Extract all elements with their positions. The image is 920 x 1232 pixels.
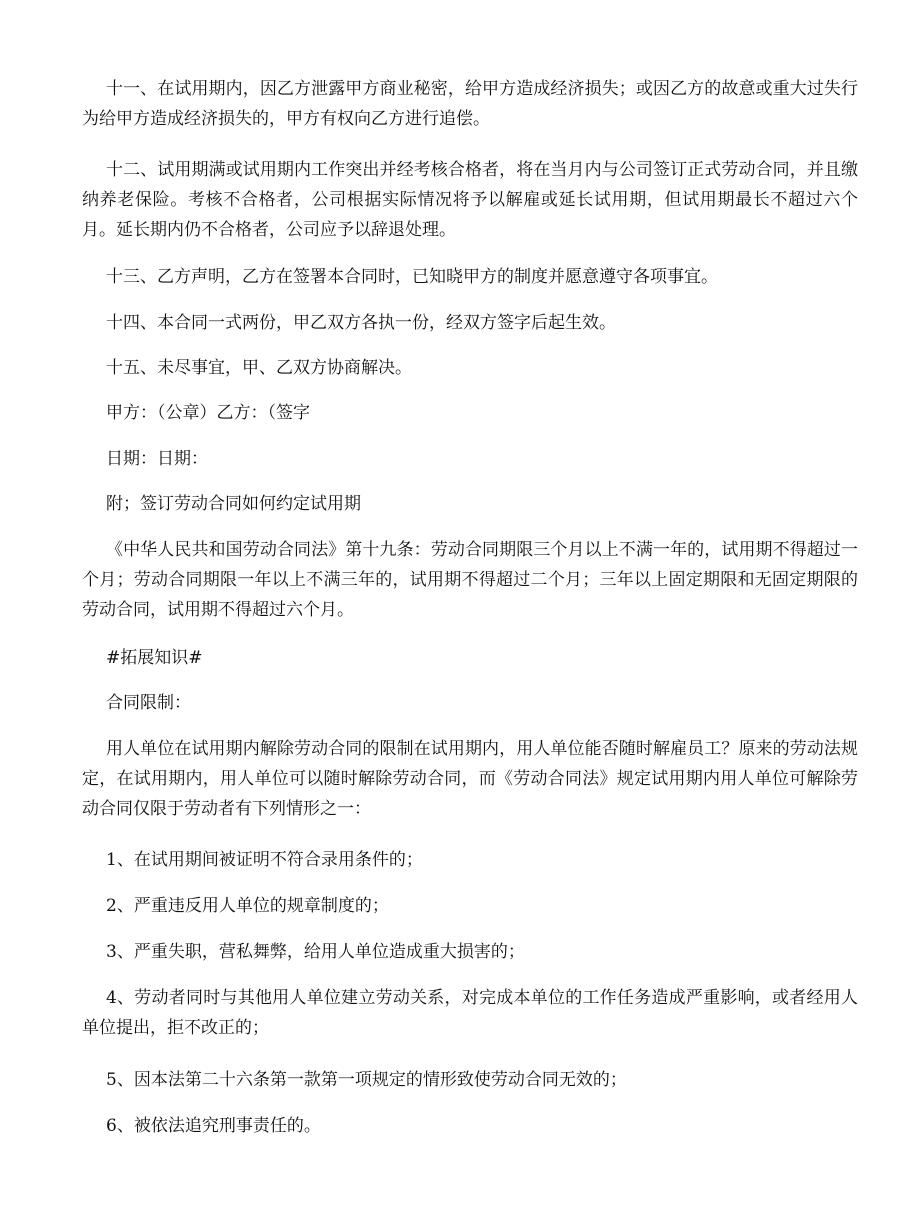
- law-article-19: 《中华人民共和国劳动合同法》第十九条：劳动合同期限三个月以上不满一年的，试用期不得超过一个月；劳动合同期限一年以上不满三年的，试用期不得超过二个月；三年以上固定期限和无固定期限的劳动合同，试用期不得超过六个月。: [82, 540, 858, 620]
- clause-14: 十四、本合同一式两份，甲乙双方各执一份，经双方签字后起生效。: [106, 313, 616, 333]
- list-item-2: 2、严重违反用人单位的规章制度的；: [106, 896, 389, 916]
- list-item-3: 3、严重失职，营私舞弊，给用人单位造成重大损害的；: [106, 942, 525, 962]
- list-item-6: 6、被依法追究刑事责任的。: [106, 1116, 321, 1136]
- clause-11: 十一、在试用期内，因乙方泄露甲方商业秘密，给甲方造成经济损失；或因乙方的故意或重大过失行为给甲方造成经济损失的，甲方有权向乙方进行追偿。: [82, 79, 858, 129]
- list-item-1: 1、在试用期间被证明不符合录用条件的；: [106, 850, 423, 870]
- list-item-4: 4、劳动者同时与其他用人单位建立劳动关系，对完成本单位的工作任务造成严重影响，或者经用人单位提出，拒不改正的；: [82, 988, 858, 1038]
- clause-13: 十三、乙方声明，乙方在签署本合同时，已知晓甲方的制度并愿意遵守各项事宜。: [106, 267, 718, 287]
- signature-line: 甲方：（公章）乙方：（签字: [106, 403, 310, 423]
- clause-15: 十五、未尽事宜，甲、乙双方协商解决。: [106, 358, 412, 378]
- date-line: 日期：日期：: [106, 449, 208, 469]
- extended-knowledge-heading: #拓展知识#: [106, 648, 203, 668]
- appendix-title: 附；签订劳动合同如何约定试用期: [106, 494, 361, 514]
- restriction-description: 用人单位在试用期内解除劳动合同的限制在试用期内，用人单位能否随时解雇员工？原来的劳动法规定，在试用期内，用人单位可以随时解除劳动合同，而《劳动合同法》规定试用期内用人单位可解除劳动合同仅限于劳动者有下列情形之一：: [82, 739, 858, 819]
- contract-restriction-heading: 合同限制：: [106, 693, 191, 713]
- list-item-5: 5、因本法第二十六条第一款第一项规定的情形致使劳动合同无效的；: [106, 1070, 627, 1090]
- clause-12: 十二、试用期满或试用期内工作突出并经考核合格者，将在当月内与公司签订正式劳动合同，并且缴纳养老保险。考核不合格者，公司根据实际情况将予以解雇或延长试用期，但试用期最长不超过六个月。延长期内仍不合格者，公司应予以辞退处理。: [82, 160, 858, 240]
